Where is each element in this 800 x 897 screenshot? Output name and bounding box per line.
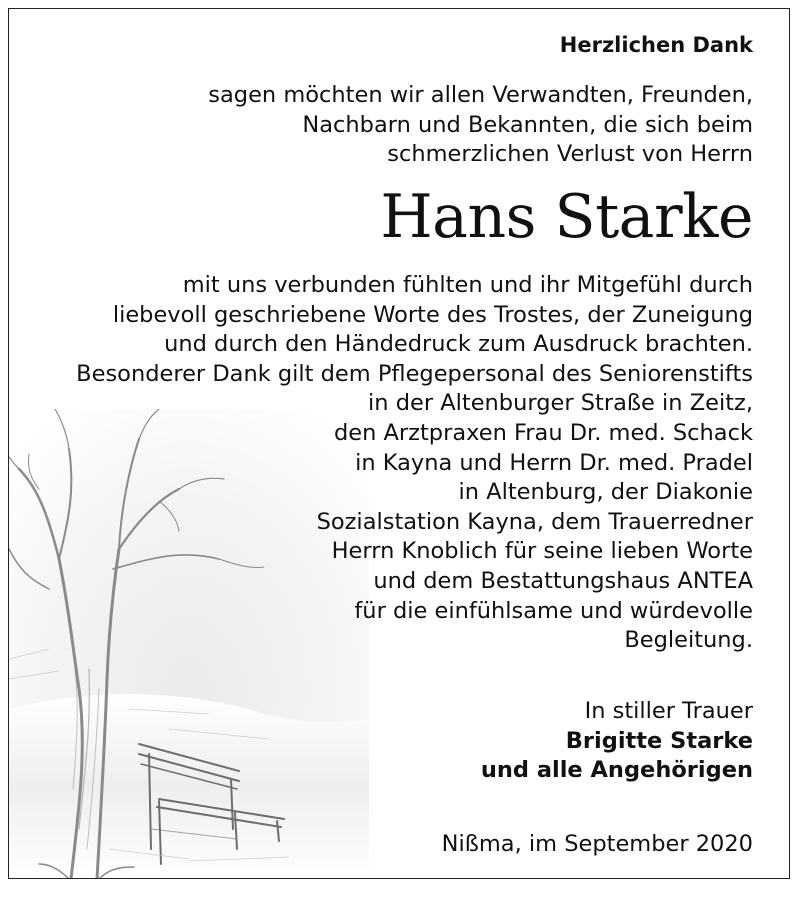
body-line: den Arztpraxen Frau Dr. med. Schack <box>333 419 753 446</box>
signature-block <box>481 697 753 786</box>
obituary-card <box>8 8 790 879</box>
signature-family: und alle Angehörigen <box>480 757 753 784</box>
intro-line: Nachbarn und Bekannten, die sich beim <box>302 111 753 138</box>
signature-name: Brigitte Starke <box>565 727 753 754</box>
body-line: Herrn Knoblich für seine lieben Worte <box>331 538 753 565</box>
signature-line: In stiller Trauer <box>584 698 753 724</box>
body-line: in Kayna und Herrn Dr. med. Pradel <box>355 449 753 476</box>
deceased-name: Hans Starke <box>380 182 753 252</box>
heading: Herzlichen Dank <box>559 33 753 57</box>
body-line: Besonderer Dank gilt dem Pflegepersonal des Seniorenstifts <box>76 360 753 387</box>
body-line: und durch den Händedruck zum Ausdruck brachten. <box>164 331 753 358</box>
body-line: Begleitung. <box>624 627 753 654</box>
body-line: in der Altenburger Straße in Zeitz, <box>368 390 753 417</box>
body-line: für die einfühlsame und würdevolle <box>354 597 753 624</box>
body-line: mit uns verbunden fühlten und ihr Mitgefühl durch <box>182 272 753 298</box>
intro-line: schmerzlichen Verlust von Herrn <box>387 141 753 168</box>
body-line: und dem Bestattungshaus ANTEA <box>373 567 753 594</box>
body-line: liebevoll geschriebene Worte des Trostes, der Zuneigung <box>112 301 753 328</box>
body-text <box>76 271 753 656</box>
body-line: in Altenburg, der Diakonie <box>458 479 753 506</box>
place-date: Nißma, im September 2020 <box>441 831 753 857</box>
intro-text <box>208 81 753 170</box>
intro-line: sagen möchten wir allen Verwandten, Freunden, <box>208 82 753 108</box>
body-line: Sozialstation Kayna, dem Trauerredner <box>316 508 753 535</box>
